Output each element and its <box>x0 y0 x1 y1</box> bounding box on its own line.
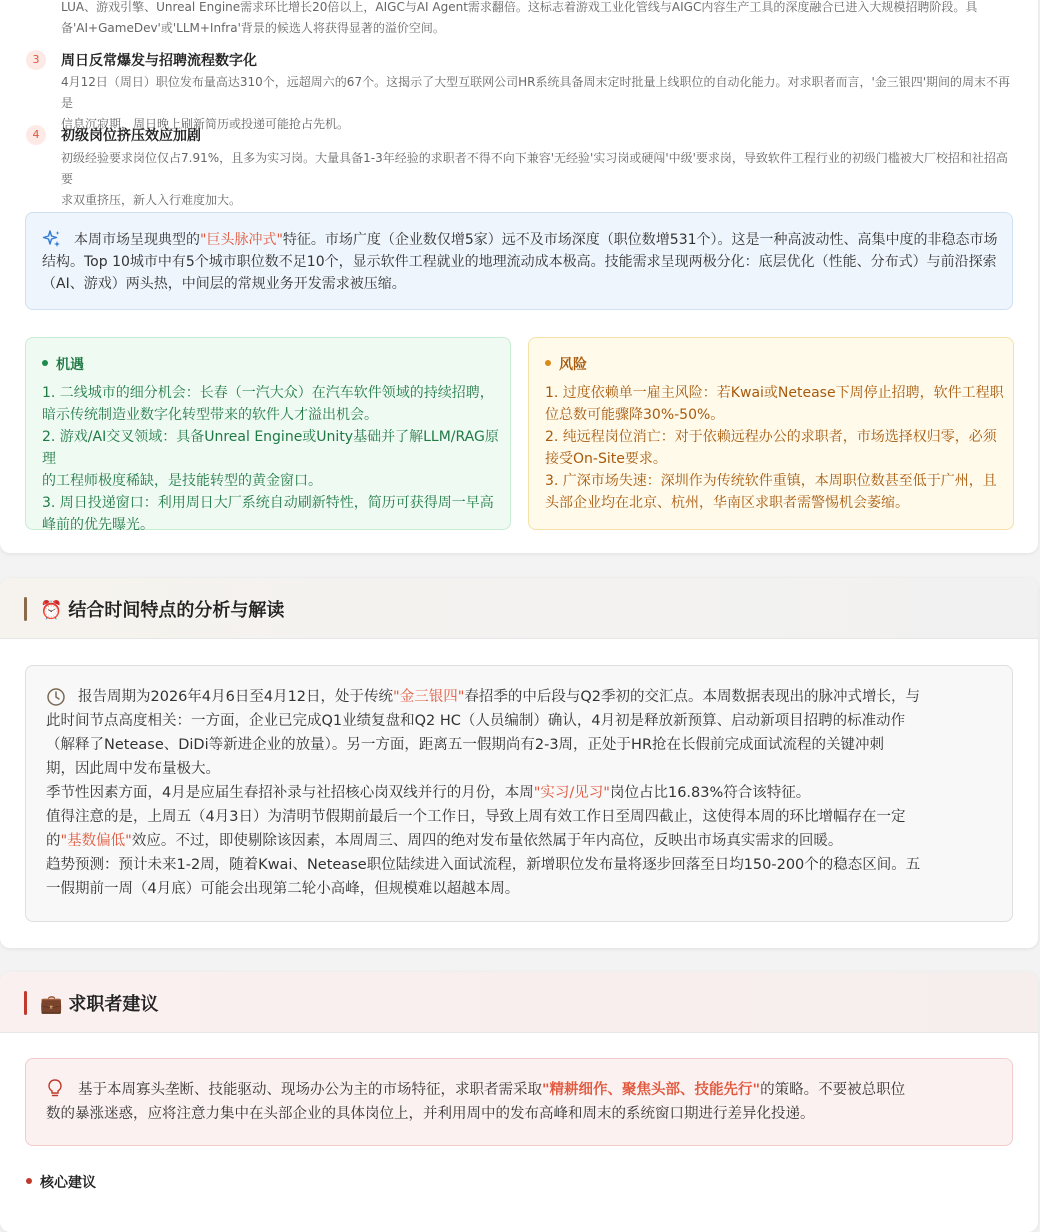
list-line: 1. 二线城市的细分机会：长春（一汽大众）在汽车软件领域的持续招聘， <box>42 385 494 401</box>
finding-text <box>61 148 1015 211</box>
text-segment: 季节性因素方面，4月是应届生春招补录与社招核心岗双线并行的月份，本周 <box>46 785 534 801</box>
section-title <box>40 990 158 1016</box>
opportunities-heading <box>42 354 84 374</box>
text-line: 初级经验要求岗位仅占7.91%，且多为实习岗。大量具备1-3年经验的求职者不得不向下兼容'无经验'实习岗或硬闯'中级'要求岗，导致软件工程行业的初级门槛被大厂校招和社招高要 <box>61 151 1008 186</box>
heading-label: 机遇 <box>56 357 84 373</box>
text-segment: 春招季的中后段与Q2季初的交汇点。本周数据表现出的脉冲式增长，与 <box>464 689 921 705</box>
text-line: 趋势预测：预计未来1-2周，随着Kwai、Netease职位陆续进入面试流程，新增职位发布量将逐步回落至日均150-200个的稳态区间。五 <box>46 857 921 873</box>
alarm-clock-icon: ⏰ <box>40 600 63 621</box>
partial-finding-text <box>61 0 1021 39</box>
finding-number-badge: 3 <box>26 50 46 70</box>
section-title <box>40 596 284 622</box>
list-line: 1. 过度依赖单一雇主风险：若Kwai或Netease下周停止招聘，软件工程职 <box>545 385 1004 401</box>
text-segment: 效应。不过，即使剔除该因素，本周周三、周四的绝对发布量依然属于年内高位，反映出市场真实需求的回暖。 <box>131 833 843 849</box>
text-segment: 报告周期为2026年4月6日至4月12日，处于传统 <box>78 689 394 705</box>
list-line: 接受On-Site要求。 <box>545 451 667 467</box>
section-accent-bar <box>24 597 27 621</box>
bullet-dot-icon <box>26 1178 32 1184</box>
advice-text <box>46 1078 996 1126</box>
finding-text <box>61 72 1015 135</box>
insights-card <box>0 0 1038 553</box>
bullet-dot-icon <box>42 360 48 366</box>
section-header <box>0 972 1038 1033</box>
text-line <box>46 781 996 805</box>
text-line <box>46 685 996 709</box>
finding-title: 初级岗位挤压效应加剧 <box>61 128 201 144</box>
text-line: 结构。Top 10城市中有5个城市职位数不足10个，显示软件工程就业的地理流动成本极高。技能需求呈现两极分化：底层优化（性能、分布式）与前沿探索 <box>42 254 997 270</box>
list-line: 3. 广深市场失速：深圳作为传统软件重镇，本周职位数甚至低于广州，且 <box>545 473 997 489</box>
list-line: 峰前的优先曝光。 <box>42 517 154 533</box>
risks-panel <box>528 337 1014 530</box>
bullet-dot-icon <box>545 360 551 366</box>
list-line: 2. 游戏/AI交叉领域：具备Unreal Engine或Unity基础并了解LLM/RAG原理 <box>42 429 499 467</box>
highlight-text: "实习/见习" <box>533 785 610 801</box>
highlight-text: "巨头脉冲式" <box>200 232 283 248</box>
text-line: 备'AI+GameDev'或'LLM+Infra'背景的候选人将获得显著的溢价空间。 <box>61 21 445 35</box>
list-line: 2. 纯远程岗位消亡：对于依赖远程办公的求职者，市场选择权归零，必须 <box>545 429 997 445</box>
list-line: 的工程师极度稀缺，是技能转型的黄金窗口。 <box>42 473 322 489</box>
text-line: 值得注意的是，上周五（4月3日）为清明节假期前最后一个工作日，导致上周有效工作日至周四截止，这使得本周的环比增幅存在一定 <box>46 809 906 825</box>
core-advice-heading <box>26 1172 96 1192</box>
text-line: 期，因此周中发布量极大。 <box>46 761 220 777</box>
list-line: 暗示传统制造业数字化转型带来的软件人才溢出机会。 <box>42 407 378 423</box>
text-line <box>42 229 1002 251</box>
highlight-text: "金三银四" <box>393 689 465 705</box>
text-line: （AI、游戏）两头热，中间层的常规业务开发需求被压缩。 <box>42 276 406 292</box>
text-segment: 本周市场呈现典型的 <box>74 232 200 248</box>
list-line: 头部企业均在北京、杭州，华南区求职者需警惕机会萎缩。 <box>545 495 909 511</box>
section-accent-bar <box>24 991 27 1015</box>
summary-text <box>42 229 1002 295</box>
text-line <box>46 829 996 853</box>
heading-label: 核心建议 <box>40 1175 96 1191</box>
text-line: 一假期前一周（4月底）可能会出现第二轮小高峰，但规模难以超越本周。 <box>46 881 520 897</box>
text-segment: 特征。市场广度（企业数仅增5家）远不及市场深度（职位数增531个）。这是一种高波动性、高集中度的非稳态市场 <box>282 232 998 248</box>
text-line: 此时间节点高度相关：一方面，企业已完成Q1业绩复盘和Q2 HC（人员编制）确认，4月初是释放新预算、启动新项目招聘的标准动作 <box>46 713 906 729</box>
text-segment: 的 <box>46 833 61 849</box>
opportunities-panel <box>25 337 511 533</box>
list-line: 位总数可能骤降30%-50%。 <box>545 407 725 423</box>
title-label: 结合时间特点的分析与解读 <box>68 600 285 621</box>
summary-callout <box>25 212 1013 310</box>
risks-heading <box>545 354 587 374</box>
highlight-text: "精耕细作、聚焦头部、技能先行" <box>542 1082 761 1098</box>
text-segment: 的策略。不要被总职位 <box>760 1082 906 1098</box>
text-line: （解释了Netease、DiDi等新进企业的放量）。另一方面，距离五一假期尚有2-3周，正处于HR抢在长假前完成面试流程的关键冲刺 <box>46 737 885 753</box>
text-segment: 岗位占比16.83%符合该特征。 <box>609 785 811 801</box>
time-analysis-card <box>0 578 1038 948</box>
briefcase-icon: 💼 <box>40 994 63 1015</box>
highlight-text: "基数偏低" <box>60 833 132 849</box>
finding-title: 周日反常爆发与招聘流程数字化 <box>61 53 257 69</box>
text-segment: 基于本周寡头垄断、技能驱动、现场办公为主的市场特征，求职者需采取 <box>78 1082 542 1098</box>
time-analysis-text <box>46 685 996 901</box>
time-analysis-callout <box>25 665 1013 922</box>
finding-number-badge: 4 <box>26 125 46 145</box>
heading-label: 风险 <box>559 357 587 373</box>
section-header <box>0 578 1038 639</box>
title-label: 求职者建议 <box>68 994 159 1015</box>
advice-callout <box>25 1058 1013 1146</box>
text-line <box>46 1078 996 1102</box>
text-line: 信息沉寂期，周日晚上刷新简历或投递可能抢占先机。 <box>61 117 350 131</box>
text-line: 数的暴涨迷惑，应将注意力集中在头部企业的具体岗位上，并利用周中的发布高峰和周末的系统窗口期进行差异化投递。 <box>46 1106 815 1122</box>
text-line: 求双重挤压，新人入行难度加大。 <box>61 193 242 207</box>
risks-list <box>545 382 1005 514</box>
opportunities-list <box>42 382 502 536</box>
text-line: LUA、游戏引擎、Unreal Engine需求环比增长20倍以上，AIGC与AI Agent需求翻倍。这标志着游戏工业化管线与AIGC内容生产工具的深度融合已进入大规模招聘阶段。具 <box>61 0 978 14</box>
list-line: 3. 周日投递窗口：利用周日大厂系统自动刷新特性，简历可获得周一早高 <box>42 495 494 511</box>
text-line: 4月12日（周日）职位发布量高达310个，远超周六的67个。这揭示了大型互联网公司HR系统具备周末定时批量上线职位的自动化能力。对求职者而言，'金三银四'期间的周末不再是 <box>61 75 1011 110</box>
job-seeker-advice-card <box>0 972 1038 1232</box>
